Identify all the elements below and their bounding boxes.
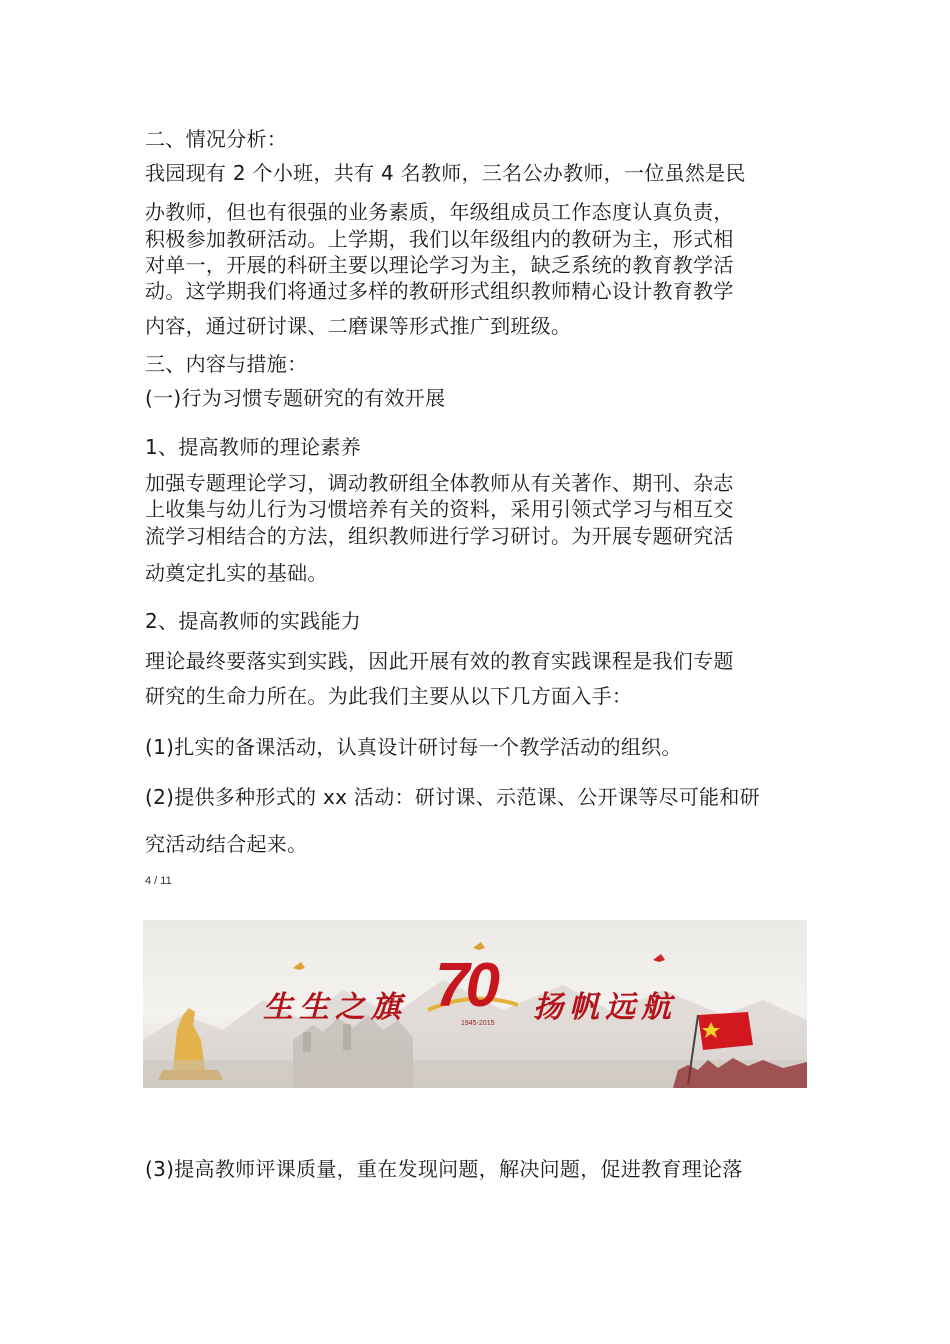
paragraph-line: 上收集与幼儿行为习惯培养有关的资料，采用引领式学习与相互交 [145, 497, 734, 521]
paragraph-line: 对单一，开展的科研主要以理论学习为主，缺乏系统的教育教学活 [145, 253, 734, 277]
heading-content-measures: 三、内容与措施： [145, 352, 308, 376]
paragraph-line: 动奠定扎实的基础。 [145, 561, 328, 585]
banner-left-slogan: 生生之旗 [263, 990, 407, 1025]
subheading-behavior-habits: (一)行为习惯专题研究的有效开展 [145, 386, 446, 410]
paragraph-line: 理论最终要落实到实践，因此开展有效的教育实践课程是我们专题 [145, 649, 734, 673]
paragraph-line: 流学习相结合的方法，组织教师进行学习研讨。为开展专题研究活 [145, 524, 734, 548]
anniversary-banner-image [143, 920, 807, 1088]
banner-right-slogan: 扬帆远航 [533, 990, 677, 1025]
subheading-theory: 1、提高教师的理论素养 [145, 435, 362, 459]
list-item-continuation: 究活动结合起来。 [145, 832, 308, 856]
paragraph-line: 办教师，但也有很强的业务素质，年级组成员工作态度认真负责， [145, 200, 734, 224]
paragraph-line: 内容，通过研讨课、二磨课等形式推广到班级。 [145, 314, 572, 338]
subheading-practice: 2、提高教师的实践能力 [145, 609, 362, 633]
page-number: 4 / 11 [145, 875, 172, 887]
paragraph-line: 积极参加教研活动。上学期，我们以年级组内的教研为主，形式相 [145, 227, 734, 251]
list-item: (2)提供多种形式的 xx 活动：研讨课、示范课、公开课等尽可能和研 [145, 785, 760, 809]
paragraph-line: 加强专题理论学习，调动教研组全体教师从有关著作、期刊、杂志 [145, 471, 734, 495]
paragraph-line: 研究的生命力所在。为此我们主要从以下几方面入手： [145, 684, 633, 708]
anniversary-years: 1945-2015 [461, 1020, 495, 1027]
paragraph-line: 动。这学期我们将通过多样的教研形式组织教师精心设计教育教学 [145, 279, 734, 303]
heading-situation-analysis: 二、情况分析： [145, 127, 288, 151]
anniversary-number: 70 [435, 951, 496, 1020]
paragraph-line: 我园现有 2 个小班，共有 4 名教师，三名公办教师，一位虽然是民 [145, 161, 746, 185]
list-item: (1)扎实的备课活动，认真设计研讨每一个教学活动的组织。 [145, 735, 682, 759]
list-item: (3)提高教师评课质量，重在发现问题，解决问题，促进教育理论落 [145, 1157, 743, 1181]
